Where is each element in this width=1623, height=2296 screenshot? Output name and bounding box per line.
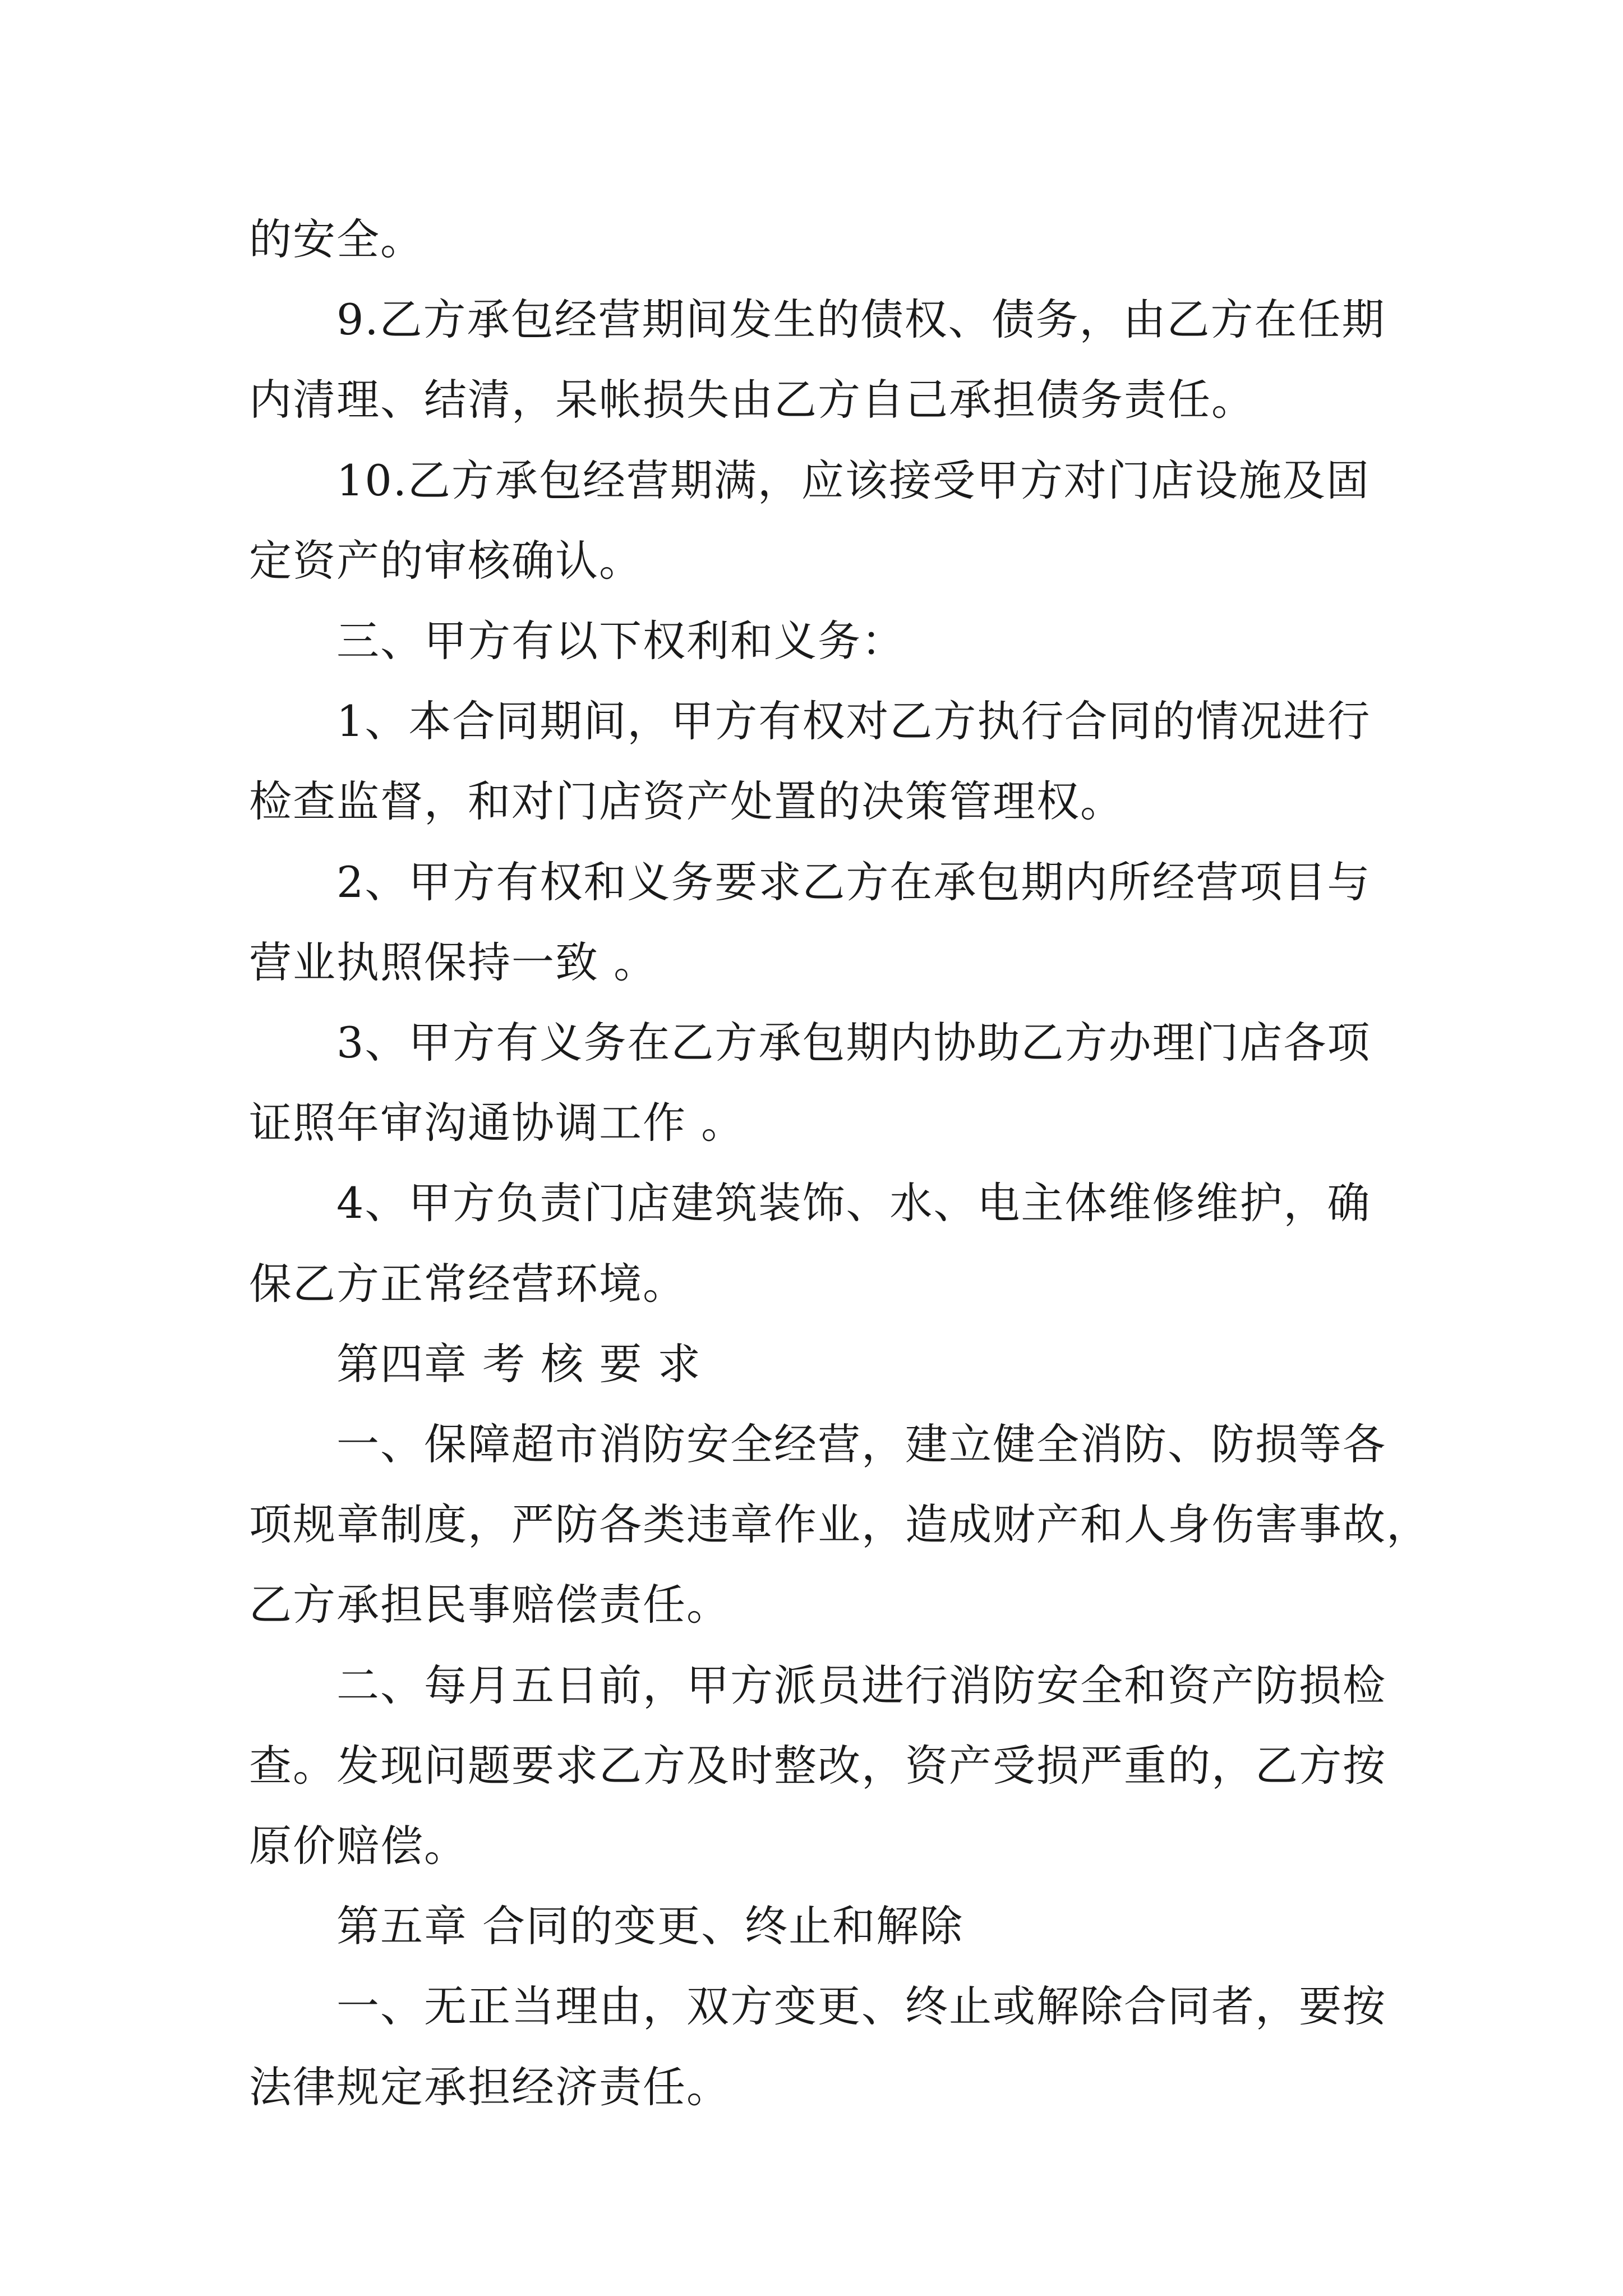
party-a-item-1-line-1: 1、本合同期间，甲方有权对乙方执行合同的情况进行: [336, 696, 1371, 747]
party-a-item-1-line-2: 检查监督，和对门店资产处置的决策管理权。: [249, 776, 1124, 827]
party-a-item-4-line-1: 4、甲方负责门店建筑装饰、水、电主体维修维护，确: [336, 1178, 1371, 1228]
chapter-5-heading: 第五章 合同的变更、终止和解除: [336, 1901, 964, 1952]
chapter-4-item-1-line-3: 乙方承担民事赔偿责任。: [249, 1580, 730, 1630]
clause-10-line-2: 定资产的审核确认。: [249, 535, 643, 586]
clause-10-line-1: 10.乙方承包经营期满，应该接受甲方对门店设施及固: [336, 455, 1370, 505]
party-a-item-3-line-1: 3、甲方有义务在乙方承包期内协助乙方办理门店各项: [336, 1018, 1371, 1068]
party-a-item-4-line-2: 保乙方正常经营环境。: [249, 1258, 686, 1309]
party-a-item-3-line-2: 证照年审沟通协调工作 。: [249, 1098, 745, 1148]
chapter-4-item-2-line-3: 原价赔偿。: [249, 1821, 468, 1871]
section-3-heading: 三、甲方有以下权利和义务：: [336, 616, 905, 666]
party-a-item-2-line-1: 2、甲方有权和义务要求乙方在承包期内所经营项目与: [336, 857, 1371, 907]
party-a-item-2-line-2: 营业执照保持一致 。: [249, 937, 658, 987]
chapter-5-item-1-line-1: 一、无正当理由，双方变更、终止或解除合同者，要按: [336, 1981, 1386, 2032]
chapter-4-item-1-line-1: 一、保障超市消防安全经营，建立健全消防、防损等各: [336, 1419, 1386, 1470]
clause-9-line-2: 内清理、结清，呆帐损失由乙方自己承担债务责任。: [249, 375, 1255, 425]
chapter-4-item-2-line-2: 查。发现问题要求乙方及时整改，资产受损严重的，乙方按: [249, 1740, 1386, 1791]
chapter-5-item-1-line-2: 法律规定承担经济责任。: [249, 2062, 730, 2112]
document-body: [249, 199, 1430, 2127]
chapter-4-item-1-line-2: 项规章制度，严防各类违章作业，造成财产和人身伤害事故，: [249, 1499, 1430, 1550]
clause-9-line-1: 9.乙方承包经营期间发生的债权、债务，由乙方在任期: [336, 295, 1386, 345]
paragraph-line: 的安全。: [249, 214, 424, 264]
chapter-4-heading: 第四章 考 核 要 求: [336, 1338, 702, 1389]
chapter-4-item-2-line-1: 二、每月五日前，甲方派员进行消防安全和资产防损检: [336, 1660, 1386, 1710]
